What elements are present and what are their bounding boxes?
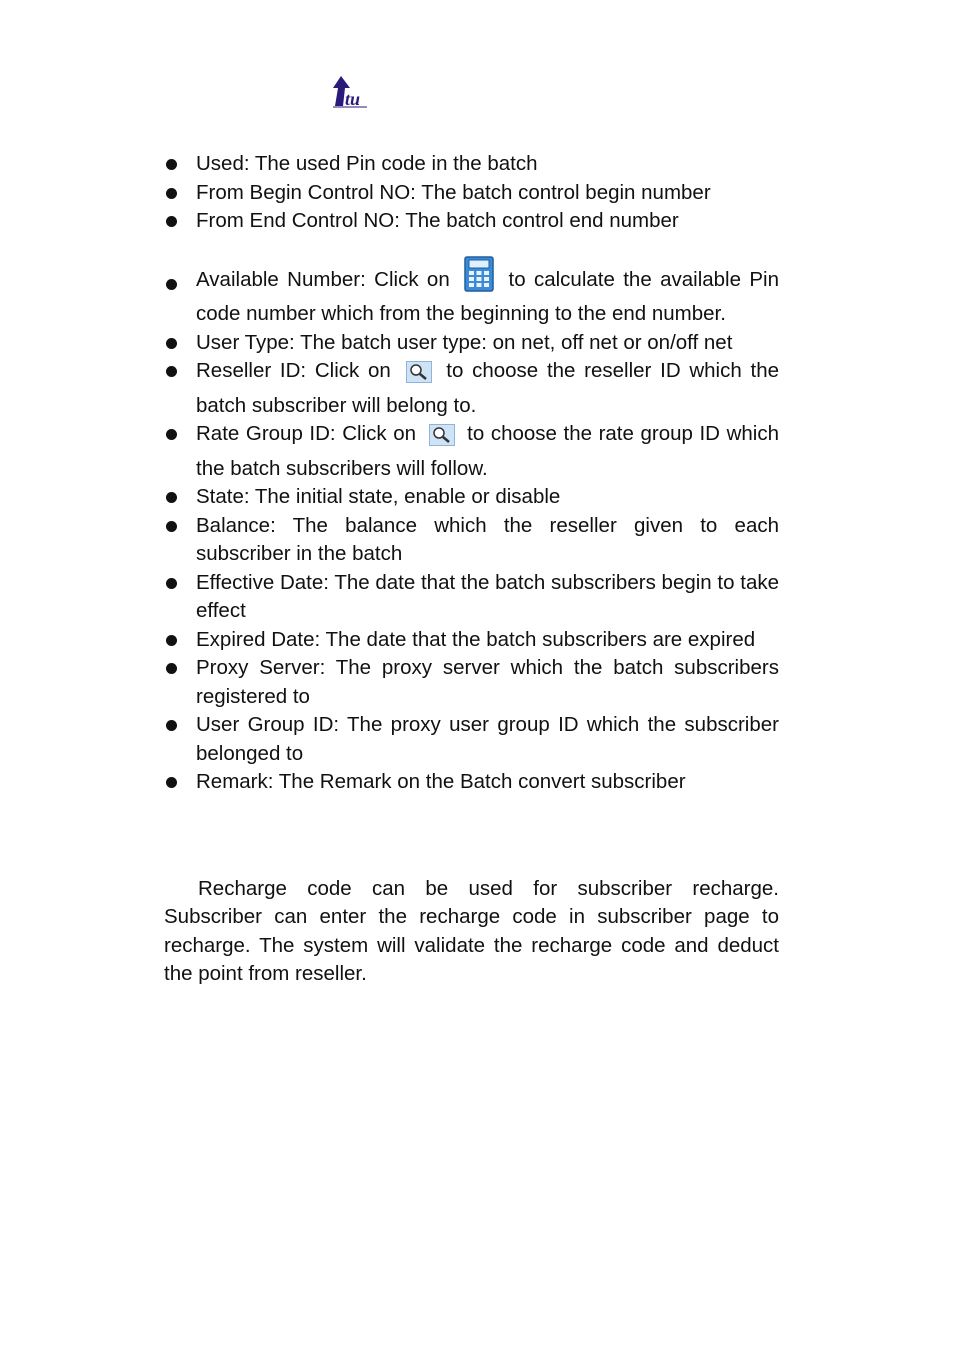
list-item: Reseller ID: Click on to choose the reseller ID which the batch subscriber will belong to.: [164, 357, 779, 420]
list-item: User Type: The batch user type: on net, off net or on/off net: [164, 329, 779, 358]
company-logo-icon: [331, 76, 369, 108]
bullet-icon: [166, 188, 177, 199]
list-item: Remark: The Remark on the Batch convert subscriber: [164, 768, 779, 797]
bullet-icon: [166, 578, 177, 589]
list-item: Available Number: Click on to calculate the available Pin code number which from the beginning to the end number.: [164, 256, 779, 329]
bullet-icon: [166, 216, 177, 227]
list-item: From Begin Control NO: The batch control begin number: [164, 179, 779, 208]
bullet-icon: [166, 635, 177, 646]
bullet-icon: [166, 492, 177, 503]
bullet-icon: [166, 429, 177, 440]
list-item: Rate Group ID: Click on to choose the rate group ID which the batch subscribers will follow.: [164, 420, 779, 483]
search-icon: [429, 424, 455, 455]
list-item: User Group ID: The proxy user group ID which the subscriber belonged to: [164, 711, 779, 768]
document-body: [164, 150, 779, 1009]
bullet-icon: [166, 777, 177, 788]
bullet-icon: [166, 366, 177, 377]
list-item: Used: The used Pin code in the batch: [164, 150, 779, 179]
list-item: From End Control NO: The batch control end number: [164, 207, 779, 236]
bullet-icon: [166, 279, 177, 290]
calculator-icon: [464, 256, 494, 301]
bullet-icon: [166, 720, 177, 731]
bullet-icon: [166, 663, 177, 674]
list-item: State: The initial state, enable or disable: [164, 483, 779, 512]
recharge-code-paragraph: Recharge code can be used for subscriber recharge. Subscriber can enter the recharge code in subscriber page to recharge. The system will validate the recharge code and deduct the point from reseller.: [164, 876, 779, 985]
list-item: Balance: The balance which the reseller given to each subscriber in the batch: [164, 512, 779, 569]
search-icon: [406, 361, 432, 392]
bullet-icon: [166, 338, 177, 349]
list-item: Proxy Server: The proxy server which the batch subscribers registered to: [164, 654, 779, 711]
list-item: Expired Date: The date that the batch subscribers are expired: [164, 626, 779, 655]
bullet-icon: [166, 159, 177, 170]
field-description-list: [164, 150, 779, 797]
bullet-icon: [166, 521, 177, 532]
svg-text:tu: tu: [345, 89, 361, 108]
list-item: Effective Date: The date that the batch subscribers begin to take effect: [164, 569, 779, 626]
